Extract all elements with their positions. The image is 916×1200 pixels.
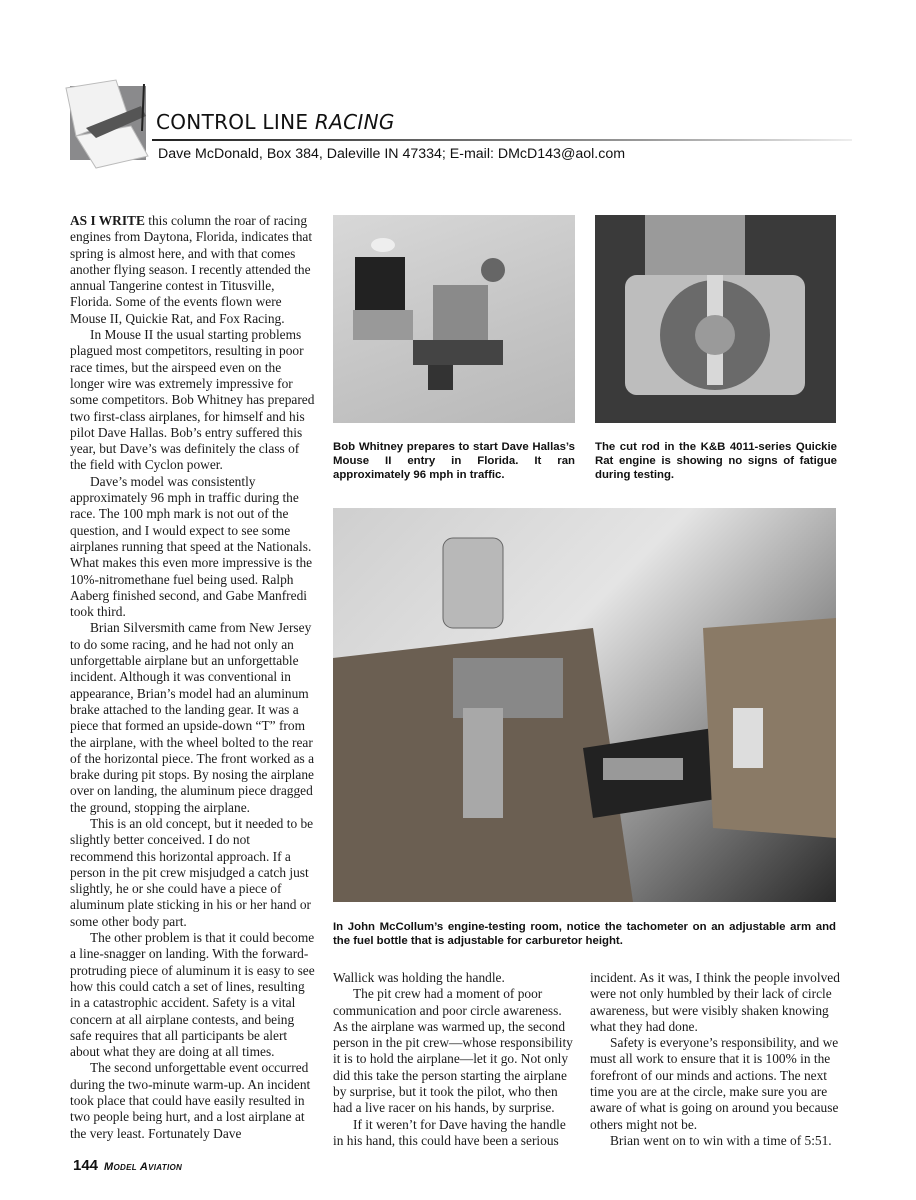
photo-bob-whitney [333,215,575,423]
author-byline: Dave McDonald, Box 384, Daleville IN 47334; E-mail: DMcD143@aol.com [158,146,626,162]
column-title [156,110,395,134]
caption-photo1: Bob Whitney prepares to start Dave Hallas’s Mouse II entry in Florida. It ran approximately 96 mph in traffic. [333,441,575,481]
middle-column [333,970,578,1149]
page-number: 144 [73,1157,99,1174]
paragraph: Brian Silversmith came from New Jersey to do some racing, and he had not only an unforgettable airplane but an unforgettable incident. Although it was conventional in appearance, Brian’s model had an aluminum brake attached to the landing gear. It was a piece that formed an upside-down “T” from the airplane, with the wheel bolted to the rear of the horizontal piece. The front worked as a brake during pit stops. By nosing the airplane over on landing, the aluminum piece dragged the ground, stopping the airplane. [70,620,315,815]
paragraph: The other problem is that it could become a line-snagger on landing. With the forward-protruding piece of aluminum it is easy to see how this could catch a set of lines, resulting in a catastrophic accident. Safety is a vital concern at all airplane contests, and being safe requires that all participants be alert about what they are doing at all times. [70,930,315,1060]
paragraph: The pit crew had a moment of poor communication and poor circle awareness. As the airplane was warmed up, the second person in the pit crew—whose responsibility it is to hold the airplane—let it go. Not only did this take the person starting the airplane by surprise, but it took the pilot, who then had a live racer on his hands, by surprise. [333,986,573,1116]
paragraph: incident. As it was, I think the people involved were not only humbled by their lack of circle awareness, but were visibly shaken knowing what they had done. [590,970,840,1034]
paragraph: If it weren’t for Dave having the handle in his hand, this could have been a serious [333,1116,566,1148]
caption-photo3: In John McCollum’s engine-testing room, notice the tachometer on an adjustable arm and the fuel bottle that is adjustable for carburetor height. [333,921,836,947]
paragraph [70,213,315,327]
photo-engine-testing-room [333,508,836,902]
photo-cut-rod [595,215,836,423]
right-column [590,970,840,1149]
paragraph: Dave’s model was consistently approximately 96 mph in traffic during the race. The 100 mph mark is not out of the question, and I would expect to see some airplanes running that speed at the Nationals. What makes this even more impressive is the 10%-nitromethane fuel being used. Ralph Aaberg finished second, and Gabe Manfredi took third. [70,473,313,620]
airplane-icon [56,76,156,171]
photo-people-image [333,215,575,423]
left-column [70,213,315,1142]
paragraph: Brian went on to win with a time of 5:51. [610,1132,832,1148]
paragraph: The second unforgettable event occurred during the two-minute warm-up. An incident took place that could have easily resulted in two people being hurt, and a lost airplane at the very least. Fortunately Dave [70,1060,311,1141]
paragraph: In Mouse II the usual starting problems plagued most competitors, resulting in poor race times, but the airspeed even on the longer wire was extremely impressive for some competitors. Bob Whitney has prepared two first-class airplanes, for himself and his pilot Dave Hallas. Bob’s entry suffered this year, but Dave’s was definitely the class of the field with Cyclon power. [70,327,315,473]
title-main: CONTROL LINE [156,110,315,134]
magazine-name: Model Aviation [104,1161,183,1173]
photo-test-stand-image [333,508,836,902]
column-logo [70,86,146,160]
paragraph: Safety is everyone’s responsibility, and we must all work to ensure that it is 100% in the forefront of our minds and actions. The next time you are at the circle, make sure you are aware of what is going on around you because others might not be. [590,1035,839,1132]
header-rule [152,139,852,141]
paragraph-text: this column the roar of racing engines from Daytona, Florida, indicates that spring is almost here, and with that comes another flying season. I recently attended the annual Tangerine contest in Titusville, Florida. Some of the events flown were Mouse II, Quickie Rat, and Fox Racing. [70,213,313,326]
paragraph: Wallick was holding the handle. [333,970,505,985]
caption-photo2: The cut rod in the K&B 4011-series Quickie Rat engine is showing no signs of fatigue during testing. [595,441,837,481]
paragraph: This is an old concept, but it needed to be slightly better conceived. I do not recommend this horizontal approach. If a person in the pit crew misjudged a catch just slightly, he or she could have a piece of aluminum plate sticking in his or her hand or some other body part. [70,815,314,929]
lead-in: AS I WRITE [70,213,145,228]
photo-engine-image [595,215,836,423]
title-italic: RACING [314,110,395,134]
page-folio [73,1157,182,1174]
